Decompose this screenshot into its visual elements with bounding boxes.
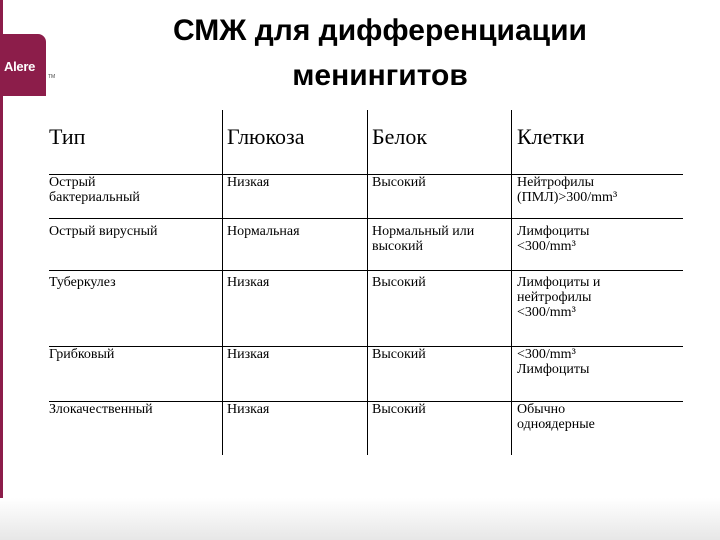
row-5-type: Злокачественный [49,402,153,417]
title-line-1: СМЖ для дифференциации [173,14,587,47]
row-3-protein: Высокий [372,275,426,290]
row-3-cells: Лимфоциты и нейтрофилы <300/mm³ [517,275,601,320]
row-3-type: Туберкулез [49,275,116,290]
row-4-glucose: Низкая [227,347,270,362]
header-cells: Клетки [517,124,585,149]
row-2-cells: Лимфоциты <300/mm³ [517,224,590,254]
row-1-cells: Нейтрофилы (ПМЛ)>300/mm³ [517,175,618,205]
row-4-type: Грибковый [49,347,115,362]
row-5-cells: Обычно одноядерные [517,402,595,432]
row-5-glucose: Низкая [227,402,270,417]
row-1-type: Острый бактериальный [49,175,140,205]
row-4-cells: <300/mm³ Лимфоциты [517,347,590,377]
footer-gradient [0,498,720,540]
row-divider [49,270,683,271]
row-2-type: Острый вирусный [49,224,158,239]
column-divider [511,110,512,455]
row-2-protein: Нормальный или высокий [372,224,475,254]
slide-title [100,8,660,98]
row-2-glucose: Нормальная [227,224,300,239]
csf-table [49,110,689,455]
row-5-protein: Высокий [372,402,426,417]
logo-text: Alere [4,59,36,74]
column-divider [367,110,368,455]
trademark-mark: TM [48,74,56,80]
title-line-2: менингитов [292,59,468,92]
column-divider [222,110,223,455]
row-3-glucose: Низкая [227,275,270,290]
header-type: Тип [49,124,86,149]
header-glucose: Глюкоза [227,124,305,149]
row-divider [49,218,683,219]
header-protein: Белок [372,124,428,149]
alere-logo [0,34,46,96]
row-4-protein: Высокий [372,347,426,362]
row-1-protein: Высокий [372,175,426,190]
row-1-glucose: Низкая [227,175,270,190]
